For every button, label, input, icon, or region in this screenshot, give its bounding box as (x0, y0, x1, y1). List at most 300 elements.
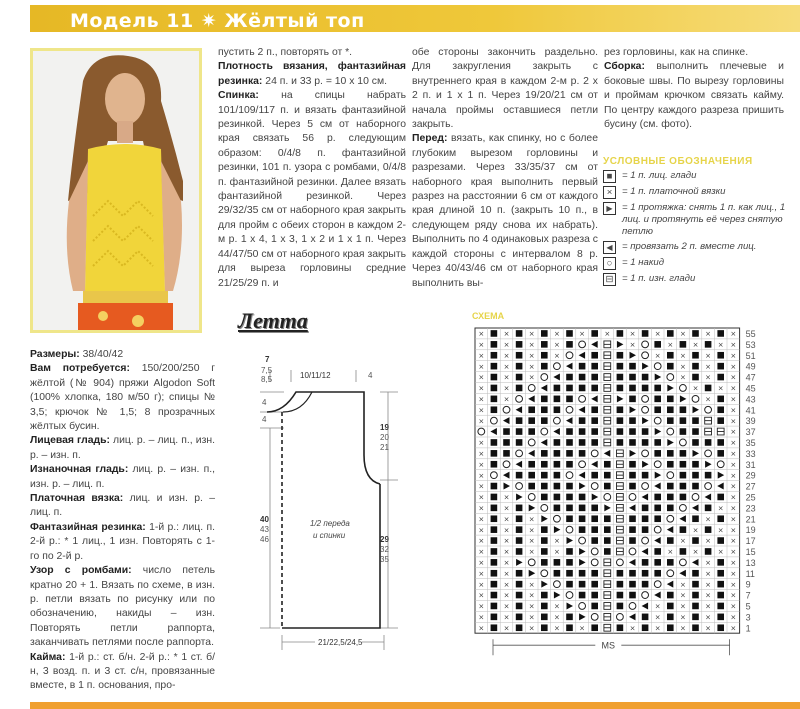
garter-stitch-mark: × (730, 428, 737, 437)
knit-stitch-mark (491, 483, 498, 490)
paragraph: Перед: вязать, как спинку, но с более глубоким вырезом горловины и разрезами. Через 33/35/37 см от наборного края выполнить первый разрез на расстоянии 6 см от каждого края длиной 10 п. (закрыть 10 п., в следующем ряду снова их набрать). Выполнить по 4 одинаковых разреза с каждой стороны с интервалом 8 р. Через 40/43/46 см от наборного края выполнить вы- (412, 133, 598, 289)
knit-stitch-mark (642, 385, 649, 392)
knit-stitch-mark (629, 472, 636, 479)
garter-stitch-mark: × (730, 471, 737, 480)
piece-label-2: и спинки (313, 531, 346, 540)
knit-stitch-mark (680, 526, 687, 533)
armhole-label-1: 19 (380, 423, 389, 432)
garter-stitch-mark: × (528, 515, 535, 524)
garter-stitch-mark: × (528, 624, 535, 633)
knit-stitch-mark (591, 385, 598, 392)
garter-stitch-mark: × (528, 613, 535, 622)
row-number: 35 (745, 437, 756, 448)
knit-stitch-mark (491, 559, 498, 566)
garter-stitch-mark: × (730, 362, 737, 371)
knit-stitch-mark (680, 417, 687, 424)
knit-stitch-mark (692, 592, 699, 599)
garter-stitch-mark: × (717, 548, 724, 557)
garter-stitch-mark: × (553, 602, 560, 611)
garter-stitch-mark: × (730, 537, 737, 546)
knit-stitch-mark (667, 417, 674, 424)
knit-stitch-mark (654, 505, 661, 512)
garter-stitch-mark: × (654, 613, 661, 622)
knit-stitch-mark (717, 581, 724, 588)
knit-stitch-mark (541, 624, 548, 631)
knit-stitch-mark (667, 592, 674, 599)
knit-stitch-mark (579, 374, 586, 381)
knit-stitch-mark (667, 614, 674, 621)
knit-stitch-mark (579, 428, 586, 435)
neck-width-label: 10/11/12 (300, 371, 331, 380)
knit-stitch-mark (680, 483, 687, 490)
cross-icon: × (603, 186, 616, 199)
garter-stitch-mark: × (730, 417, 737, 426)
garter-stitch-mark: × (503, 569, 510, 578)
repeat-label: MS (601, 640, 616, 651)
garter-stitch-mark: × (478, 537, 485, 546)
knit-stitch-mark (516, 614, 523, 621)
knit-stitch-mark (554, 559, 561, 566)
garter-stitch-mark: × (503, 504, 510, 513)
knit-stitch-mark (692, 330, 699, 337)
knit-stitch-mark (491, 526, 498, 533)
knit-stitch-mark (591, 505, 598, 512)
knit-stitch-mark (642, 505, 649, 512)
knit-stitch-mark (491, 330, 498, 337)
knit-stitch-mark (491, 374, 498, 381)
row-number: 47 (745, 372, 756, 383)
knit-stitch-mark (667, 461, 674, 468)
knit-stitch-mark (667, 603, 674, 610)
knit-stitch-mark (667, 624, 674, 631)
garter-stitch-mark: × (679, 330, 686, 339)
purl-box-icon: ⊟ (603, 273, 616, 286)
knit-stitch-mark (680, 406, 687, 413)
knit-stitch-mark (491, 603, 498, 610)
garter-stitch-mark: × (478, 460, 485, 469)
knit-stitch-mark (541, 352, 548, 359)
knit-stitch-mark (566, 439, 573, 446)
knit-stitch-mark (591, 592, 598, 599)
paragraph: Плотность вязания, фантазийная резинка: 24 п. и 33 р. = 10 х 10 см. (218, 61, 406, 87)
knit-stitch-mark (579, 450, 586, 457)
knit-stitch-mark (516, 515, 523, 522)
knit-stitch-mark (680, 472, 687, 479)
garter-stitch-mark: × (730, 493, 737, 502)
length-label-1: 40 (260, 515, 269, 524)
knit-stitch-mark (491, 581, 498, 588)
knit-stitch-mark (591, 352, 598, 359)
garter-stitch-mark: × (579, 624, 586, 633)
knit-stitch-mark (566, 341, 573, 348)
knit-stitch-mark (491, 363, 498, 370)
garter-stitch-mark: × (553, 613, 560, 622)
knit-stitch-mark (629, 515, 636, 522)
knit-stitch-mark (617, 603, 624, 610)
knit-stitch-mark (642, 526, 649, 533)
knit-stitch-mark (642, 439, 649, 446)
knit-stitch-mark (629, 439, 636, 446)
knit-stitch-mark (667, 559, 674, 566)
knit-stitch-mark (617, 592, 624, 599)
knit-stitch-mark (554, 450, 561, 457)
knit-stitch-mark (717, 603, 724, 610)
garter-stitch-mark: × (478, 471, 485, 480)
garter-stitch-mark: × (478, 613, 485, 622)
bottom-bar (30, 702, 800, 709)
garter-stitch-mark: × (629, 624, 636, 633)
knit-stitch-mark (717, 494, 724, 501)
garter-stitch-mark: × (528, 340, 535, 349)
armhole-label-2: 20 (380, 433, 389, 442)
row-number: 37 (745, 427, 756, 438)
knit-stitch-mark (654, 450, 661, 457)
knit-stitch-mark (503, 428, 510, 435)
row-number: 43 (745, 394, 756, 405)
row-number: 25 (745, 492, 756, 503)
side-label-3: 35 (380, 555, 389, 564)
knit-stitch-mark (566, 461, 573, 468)
knit-stitch-mark (516, 505, 523, 512)
pattern-diagram (240, 350, 400, 670)
knit-stitch-mark (541, 526, 548, 533)
knit-stitch-mark (528, 483, 535, 490)
knit-stitch-mark (604, 548, 611, 555)
garter-stitch-mark: × (679, 537, 686, 546)
knit-stitch-mark (579, 515, 586, 522)
neck-depth-label-2: 4 (262, 415, 267, 424)
knit-stitch-mark (566, 570, 573, 577)
legend-item: ⊟ = 1 п. изн. глади (603, 273, 798, 286)
garter-stitch-mark: × (478, 362, 485, 371)
garter-stitch-mark: × (730, 330, 737, 339)
legend-item: ▶ = 1 протяжка: снять 1 п. как лиц., 1 лиц. и протянуть её через снятую петлю (603, 202, 798, 238)
row-number: 15 (745, 546, 756, 557)
garter-stitch-mark: × (503, 526, 510, 535)
garter-stitch-mark: × (730, 624, 737, 633)
garter-stitch-mark: × (478, 351, 485, 360)
knit-stitch-mark (566, 581, 573, 588)
garter-stitch-mark: × (478, 384, 485, 393)
legend-item: × = 1 п. платочной вязки (603, 186, 798, 199)
garter-stitch-mark: × (730, 515, 737, 524)
knit-stitch-mark (692, 461, 699, 468)
garter-stitch-mark: × (679, 362, 686, 371)
knit-stitch-mark (667, 396, 674, 403)
knit-stitch-mark (541, 559, 548, 566)
knit-stitch-mark (516, 624, 523, 631)
knit-stitch-mark (554, 439, 561, 446)
left-triangle-icon: ◀ (603, 241, 616, 254)
knit-stitch-mark (554, 505, 561, 512)
knit-stitch-mark (604, 472, 611, 479)
knit-stitch-mark (642, 614, 649, 621)
row-number: 27 (745, 481, 756, 492)
garter-stitch-mark: × (730, 351, 737, 360)
garter-stitch-mark: × (730, 384, 737, 393)
text-column-4 (604, 46, 784, 132)
knit-stitch-mark (604, 515, 611, 522)
knit-stitch-mark (617, 352, 624, 359)
knit-stitch-mark (692, 428, 699, 435)
knit-stitch-mark (617, 363, 624, 370)
knit-stitch-mark (667, 406, 674, 413)
garter-stitch-mark: × (478, 449, 485, 458)
circle-icon: ○ (603, 257, 616, 270)
knit-stitch-mark (717, 559, 724, 566)
knit-stitch-mark (654, 385, 661, 392)
knit-stitch-mark (566, 515, 573, 522)
legend-item: ■ = 1 п. лиц. глади (603, 170, 798, 183)
knit-stitch-mark (692, 374, 699, 381)
knit-stitch-mark (591, 603, 598, 610)
row-number: 49 (745, 361, 756, 372)
garter-stitch-mark: × (717, 526, 724, 535)
knit-stitch-mark (717, 614, 724, 621)
knit-stitch-mark (629, 363, 636, 370)
garter-stitch-mark: × (730, 504, 737, 513)
garter-stitch-mark: × (478, 515, 485, 524)
knit-stitch-mark (705, 385, 712, 392)
knit-stitch-mark (491, 341, 498, 348)
row-number: 17 (745, 536, 756, 547)
garter-stitch-mark: × (503, 373, 510, 382)
knit-stitch-mark (566, 374, 573, 381)
knit-stitch-mark (541, 548, 548, 555)
garter-stitch-mark: × (528, 548, 535, 557)
garter-stitch-mark: × (730, 482, 737, 491)
knit-stitch-mark (491, 505, 498, 512)
knit-stitch-mark (554, 461, 561, 468)
knit-stitch-mark (617, 439, 624, 446)
knit-stitch-mark (617, 406, 624, 413)
row-number: 21 (745, 514, 756, 525)
knit-stitch-mark (591, 515, 598, 522)
knit-stitch-mark (642, 581, 649, 588)
garter-stitch-mark: × (730, 580, 737, 589)
knit-stitch-mark (717, 439, 724, 446)
knit-stitch-mark (491, 461, 498, 468)
garter-stitch-mark: × (528, 373, 535, 382)
knit-stitch-mark (692, 581, 699, 588)
knit-stitch-mark (629, 374, 636, 381)
knit-stitch-mark (717, 515, 724, 522)
knit-stitch-mark (604, 526, 611, 533)
knit-stitch-mark (491, 406, 498, 413)
knit-stitch-mark (717, 592, 724, 599)
knit-stitch-mark (591, 472, 598, 479)
garter-stitch-mark: × (503, 351, 510, 360)
photo-illustration (33, 51, 202, 333)
paragraph: Фантазийная резинка: 1-й р.: лиц. п. 2-й р.: * 1 лиц., 1 изн. Повторять с 1-го по 2-й р. (30, 521, 215, 562)
garter-stitch-mark: × (679, 351, 686, 360)
side-label-2: 32 (380, 545, 389, 554)
garter-stitch-mark: × (705, 624, 712, 633)
garter-stitch-mark: × (478, 417, 485, 426)
knit-stitch-mark (491, 494, 498, 501)
garter-stitch-mark: × (629, 330, 636, 339)
garter-stitch-mark: × (503, 384, 510, 393)
garter-stitch-mark: × (705, 569, 712, 578)
knit-stitch-mark (541, 363, 548, 370)
knit-stitch-mark (591, 570, 598, 577)
paragraph: Спинка: на спицы набрать 101/109/117 п. и вязать фантазийной резинкой. Через 5 см от наборного края связать 56 р. следующим образом: 0/4/8 п. фантазийной резинки, 101 п. узора с ромбами, 0/4/8 п. фантазийной резинки. Далее вязать фантазийной резинкой. Через 29/32/35 см от наборного края закрыть для пройм с обеих сторон в каждом 2-м р. 1 х 4, 1 х 3, 1 х 2 и 1 х 1 п. Через 44/47/50 см от наборного края закрыть для выреза горловины средние 21/25/29 п. и (218, 90, 406, 289)
row-number: 9 (745, 579, 751, 590)
garter-stitch-mark: × (705, 558, 712, 567)
garter-stitch-mark: × (478, 526, 485, 535)
knit-stitch-mark (541, 406, 548, 413)
side-label-1: 29 (380, 535, 389, 544)
right-triangle-icon: ▶ (603, 202, 616, 215)
knit-stitch-mark (579, 592, 586, 599)
knit-stitch-mark (554, 406, 561, 413)
knit-stitch-mark (692, 472, 699, 479)
row-number: 3 (745, 612, 751, 623)
knit-stitch-mark (717, 352, 724, 359)
knit-stitch-mark (667, 352, 674, 359)
garter-stitch-mark: × (478, 624, 485, 633)
garter-stitch-mark: × (478, 406, 485, 415)
knit-stitch-mark (654, 406, 661, 413)
knit-stitch-mark (654, 439, 661, 446)
knit-stitch-mark (717, 570, 724, 577)
knit-stitch-mark (642, 570, 649, 577)
knit-stitch-mark (503, 450, 510, 457)
knit-stitch-mark (692, 614, 699, 621)
garter-stitch-mark: × (478, 373, 485, 382)
garter-stitch-mark: × (730, 406, 737, 415)
garter-stitch-mark: × (553, 624, 560, 633)
knit-stitch-mark (667, 494, 674, 501)
knit-stitch-mark (591, 624, 598, 631)
text-column-3 (412, 46, 598, 291)
knit-stitch-mark (591, 374, 598, 381)
knit-stitch-mark (667, 450, 674, 457)
knit-stitch-mark (579, 439, 586, 446)
knit-stitch-mark (528, 406, 535, 413)
knit-stitch-mark (554, 494, 561, 501)
knit-stitch-mark (516, 363, 523, 370)
garter-stitch-mark: × (679, 580, 686, 589)
garter-stitch-mark: × (717, 340, 724, 349)
garter-stitch-mark: × (692, 384, 699, 393)
knit-stitch-mark (717, 396, 724, 403)
knit-stitch-mark (654, 396, 661, 403)
knit-stitch-mark (491, 614, 498, 621)
knit-stitch-mark (566, 450, 573, 457)
row-number: 29 (745, 470, 756, 481)
paragraph: рез горловины, как на спинке. (604, 47, 749, 58)
row-number: 19 (745, 525, 756, 536)
knit-stitch-mark (705, 548, 712, 555)
garter-stitch-mark: × (503, 395, 510, 404)
knit-stitch-mark (516, 570, 523, 577)
knit-stitch-mark (491, 352, 498, 359)
knit-stitch-mark (667, 330, 674, 337)
knit-stitch-mark (516, 537, 523, 544)
model-photo (30, 48, 202, 333)
knit-stitch-mark (629, 537, 636, 544)
row-number: 13 (745, 557, 756, 568)
diagram-title: Летта (238, 308, 308, 333)
row-number: 1 (745, 623, 751, 634)
knit-stitch-mark (629, 483, 636, 490)
knit-stitch-mark (604, 483, 611, 490)
garter-stitch-mark: × (503, 340, 510, 349)
knit-stitch-mark (717, 330, 724, 337)
garter-stitch-mark: × (503, 558, 510, 567)
knit-stitch-mark (541, 614, 548, 621)
knit-stitch-mark (717, 537, 724, 544)
knitting-chart (473, 326, 773, 686)
knit-stitch-mark (516, 341, 523, 348)
knit-stitch-mark (591, 406, 598, 413)
paragraph: Лицевая гладь: лиц. р. – лиц. п., изн. р. – изн. п. (30, 435, 215, 461)
garter-stitch-mark: × (654, 330, 661, 339)
knit-stitch-mark (566, 330, 573, 337)
garter-stitch-mark: × (478, 558, 485, 567)
knit-stitch-mark (642, 559, 649, 566)
garter-stitch-mark: × (503, 591, 510, 600)
knit-stitch-mark (604, 461, 611, 468)
knit-stitch-mark (617, 428, 624, 435)
knit-stitch-mark (516, 330, 523, 337)
paragraph: Узор с ромбами: число петель кратно 20 + 1. Вязать по схеме, в изн. р. петли вязать по рисунку или по обозначению, накиды – изн. Повторять петли раппорта, заканчивать петлями после раппорта. (30, 565, 215, 649)
text-column-1 (30, 348, 215, 694)
armhole-label-3: 21 (380, 443, 389, 452)
garter-stitch-mark: × (553, 340, 560, 349)
garter-stitch-mark: × (528, 537, 535, 546)
knit-stitch-mark (516, 374, 523, 381)
knit-stitch-mark (617, 570, 624, 577)
filled-square-icon: ■ (603, 170, 616, 183)
garter-stitch-mark: × (478, 591, 485, 600)
garter-stitch-mark: × (667, 340, 674, 349)
garter-stitch-mark: × (654, 351, 661, 360)
knit-stitch-mark (654, 341, 661, 348)
paragraph: Изнаночная гладь: лиц. р. – изн. п., изн. р. – лиц. п. (30, 464, 215, 490)
knit-stitch-mark (680, 428, 687, 435)
legend-item: ○ = 1 накид (603, 257, 798, 270)
knit-stitch-mark (579, 494, 586, 501)
knit-stitch-mark (591, 526, 598, 533)
knit-stitch-mark (566, 624, 573, 631)
knit-stitch-mark (617, 624, 624, 631)
garter-stitch-mark: × (528, 580, 535, 589)
garter-stitch-mark: × (679, 602, 686, 611)
knit-stitch-mark (692, 363, 699, 370)
knit-stitch-mark (642, 515, 649, 522)
garter-stitch-mark: × (654, 602, 661, 611)
garter-stitch-mark: × (478, 482, 485, 491)
neck-depth-label-1: 4 (262, 398, 267, 407)
knit-stitch-mark (717, 363, 724, 370)
knit-stitch-mark (541, 537, 548, 544)
garter-stitch-mark: × (604, 330, 611, 339)
knit-stitch-mark (705, 472, 712, 479)
knit-stitch-mark (579, 363, 586, 370)
paragraph: Кайма: 1-й р.: ст. б/н. 2-й р.: * 1 ст. б/н, 3 возд. п. и 3 ст. с/н, провязанные вместе, в 1 п. основания, про- (30, 651, 215, 692)
knit-stitch-mark (541, 450, 548, 457)
knit-stitch-mark (528, 428, 535, 435)
symbol-legend (603, 170, 798, 289)
knit-stitch-mark (591, 417, 598, 424)
knit-stitch-mark (642, 330, 649, 337)
garter-stitch-mark: × (705, 537, 712, 546)
shoulder-label-2: 7,5 (261, 366, 273, 375)
garter-stitch-mark: × (679, 591, 686, 600)
knit-stitch-mark (617, 581, 624, 588)
